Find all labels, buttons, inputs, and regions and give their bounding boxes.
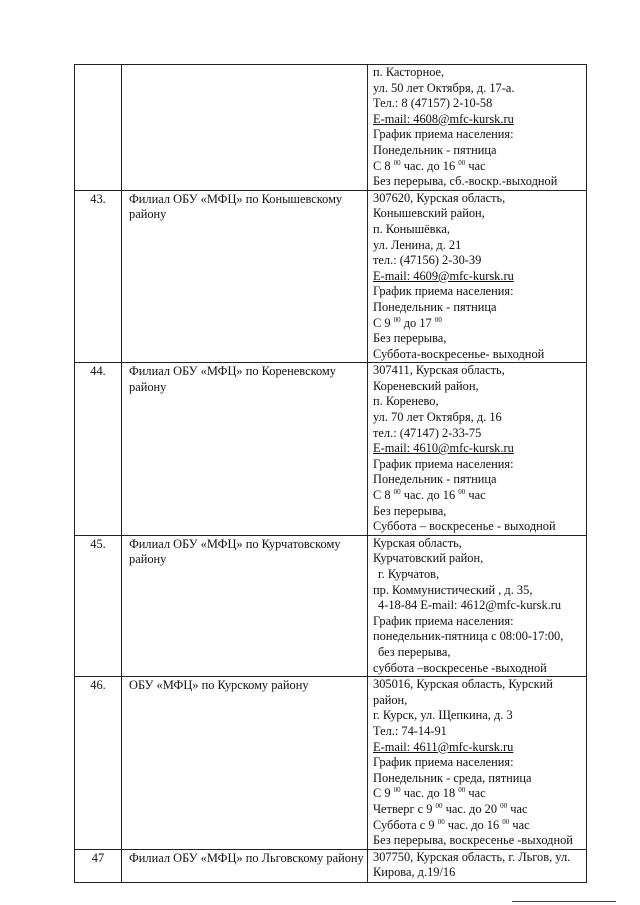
row-number: 45. [75, 535, 122, 676]
branch-name: Филиал ОБУ «МФЦ» по Кореневскому району [122, 363, 368, 536]
email-line[interactable]: E-mail: 4611@mfc-kursk.ru [373, 739, 514, 754]
hours-line: Четверг с 9 $^{00}$ час. до 20 $^{00}$ час [373, 801, 528, 816]
email-line[interactable]: E-mail: 4609@mfc-kursk.ru [373, 268, 514, 283]
hours-line: С 8 $^{00}$ час. до 16 $^{00}$ час [373, 158, 486, 173]
contact-line: График приема населения: [373, 755, 514, 770]
table-row [75, 190, 587, 363]
row-number: 47 [75, 849, 122, 882]
table-row [75, 535, 587, 676]
contact-line: График приема населения: [373, 127, 514, 142]
row-number: 46. [75, 677, 122, 850]
contact-line: Суббота-воскресенье- выходной [373, 346, 545, 361]
table-row [75, 363, 587, 536]
contact-line: Понедельник - пятница [373, 472, 497, 487]
contact-line: район, [373, 692, 408, 707]
contact-line: Курская область, [373, 535, 462, 550]
contact-line: ул. 70 лет Октября, д. 16 [373, 410, 502, 425]
branch-contacts [368, 65, 587, 191]
table-row [75, 677, 587, 850]
contact-line: 307750, Курская область, г. Льгов, ул. [373, 849, 571, 864]
contact-line: п. Коренево, [373, 394, 439, 409]
branch-contacts [368, 190, 587, 363]
contact-line: Без перерыва, [373, 331, 447, 346]
email-line[interactable]: E-mail: 4610@mfc-kursk.ru [373, 441, 514, 456]
email-line[interactable]: E-mail: 4608@mfc-kursk.ru [373, 111, 514, 126]
contact-line: ул. Ленина, д. 21 [373, 237, 462, 252]
mfc-branches-table [74, 64, 587, 883]
contact-line: Кирова, д.19/16 [373, 865, 456, 880]
phone-email-line[interactable]: 4-18-84 E-mail: 4612@mfc-kursk.ru [378, 598, 562, 613]
contact-line: Тел.: 74-14-91 [373, 723, 447, 738]
branch-name [122, 65, 368, 191]
branch-contacts [368, 677, 587, 850]
contact-line: тел.: (47156) 2-30-39 [373, 253, 482, 268]
contact-line: Понедельник - среда, пятница [373, 770, 532, 785]
contact-line: тел.: (47147) 2-33-75 [373, 425, 482, 440]
hours-line: Суббота с 9 $^{00}$ час. до 16 $^{00}$ час [373, 817, 530, 832]
hours-line: С 8 $^{00}$ час. до 16 $^{00}$ час [373, 487, 486, 503]
contact-line: Понедельник - пятница [373, 299, 497, 314]
contact-line: Кореневский район, [373, 378, 479, 393]
contact-line: 305016, Курская область, Курский [373, 677, 553, 692]
contact-line: п. Касторное, [373, 65, 445, 79]
contact-line: График приема населения: [373, 456, 514, 471]
branch-contacts [368, 363, 587, 536]
contact-line: пр. Коммунистический , д. 35, [373, 582, 533, 597]
contact-line: Конышевский район, [373, 206, 485, 221]
row-number: 44. [75, 363, 122, 536]
table-row [75, 65, 587, 191]
contact-line: Курчатовский район, [373, 551, 484, 566]
contact-line: г. Курск, ул. Щепкина, д. 3 [373, 708, 513, 723]
contact-line: 307620, Курская область, [373, 190, 506, 205]
contact-line: Тел.: 8 (47157) 2-10-58 [373, 96, 493, 111]
contact-line: без перерыва, [378, 644, 451, 659]
contact-line: 307411, Курская область, [373, 363, 505, 378]
branch-name: Филиал ОБУ «МФЦ» по Курчатовскому району [122, 535, 368, 676]
branch-name: Филиал ОБУ «МФЦ» по Конышевскому району [122, 190, 368, 363]
branch-name: ОБУ «МФЦ» по Курскому району [122, 677, 368, 850]
branch-contacts [368, 849, 587, 882]
contact-line: г. Курчатов, [378, 567, 440, 581]
table-row [75, 849, 587, 882]
row-number [75, 65, 122, 191]
branch-contacts [368, 535, 587, 676]
contact-line: График приема населения: [373, 613, 514, 628]
contact-line: п. Конышёвка, [373, 221, 450, 236]
contact-line: ул. 50 лет Октября, д. 17-а. [373, 80, 515, 95]
contact-line: Без перерыва, сб.-воскр.-выходной [373, 174, 558, 189]
contact-line: Без перерыва, [373, 503, 447, 518]
branch-name: Филиал ОБУ «МФЦ» по Льговскому району [122, 849, 368, 882]
hours-line: С 9 $^{00}$ час. до 18 $^{00}$ час [373, 786, 486, 801]
contact-line: Без перерыва, воскресенье -выходной [373, 833, 573, 848]
page-bottom-rule [512, 901, 616, 902]
contact-line: Понедельник - пятница [373, 142, 497, 157]
hours-line: понедельник-пятница с 08:00-17:00, [373, 629, 564, 644]
contact-line: График приема населения: [373, 284, 514, 299]
contact-line: суббота –воскресенье -выходной [373, 660, 547, 675]
hours-line: С 9 $^{00}$ до 17 $^{00}$ [373, 315, 442, 330]
contact-line: Суббота – воскресенье - выходной [373, 519, 556, 534]
row-number: 43. [75, 190, 122, 363]
